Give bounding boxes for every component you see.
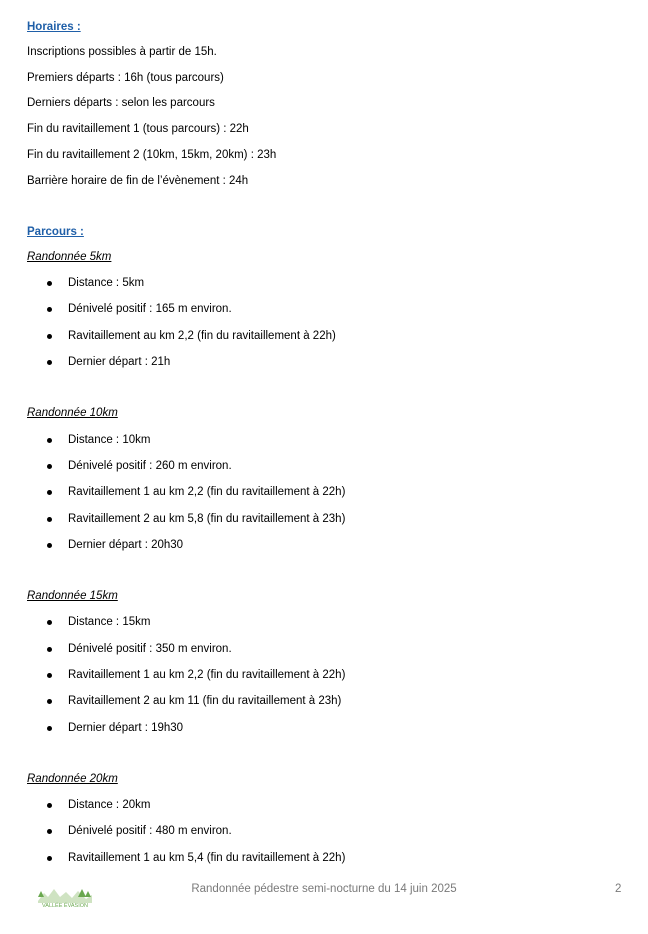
- bullet-icon: [47, 334, 52, 339]
- page-number: 2: [615, 883, 622, 895]
- bullet-icon: [47, 281, 52, 286]
- parcours-heading: Parcours :: [27, 226, 84, 238]
- route-item: Dernier départ : 20h30: [68, 539, 184, 551]
- bullet-icon: [47, 803, 52, 808]
- bullet-icon: [47, 647, 52, 652]
- horaires-line: Fin du ravitaillement 1 (tous parcours) : 22h: [27, 123, 249, 135]
- route-item: Dénivelé positif : 260 m environ.: [68, 460, 232, 472]
- footer-title: Randonnée pédestre semi-nocturne du 14 juin 2025: [191, 883, 457, 895]
- horaires-line: Derniers départs : selon les parcours: [27, 97, 215, 109]
- route-title: Randonnée 20km: [27, 773, 118, 785]
- bullet-icon: [47, 829, 52, 834]
- route-item: Dernier départ : 21h: [68, 356, 171, 368]
- horaires-line: Premiers départs : 16h (tous parcours): [27, 72, 224, 84]
- route-item: Ravitaillement 1 au km 2,2 (fin du ravitaillement à 22h): [68, 669, 346, 681]
- bullet-icon: [47, 620, 52, 625]
- route-item: Dénivelé positif : 480 m environ.: [68, 825, 232, 837]
- bullet-icon: [47, 464, 52, 469]
- bullet-icon: [47, 699, 52, 704]
- route-item: Distance : 20km: [68, 799, 151, 811]
- route-item: Ravitaillement au km 2,2 (fin du ravitaillement à 22h): [68, 330, 336, 342]
- route-title: Randonnée 10km: [27, 407, 118, 419]
- bullet-icon: [47, 856, 52, 861]
- bullet-icon: [47, 673, 52, 678]
- bullet-icon: [47, 517, 52, 522]
- horaires-line: Inscriptions possibles à partir de 15h.: [27, 46, 217, 58]
- route-item: Distance : 15km: [68, 616, 151, 628]
- route-item: Distance : 10km: [68, 434, 151, 446]
- bullet-icon: [47, 543, 52, 548]
- bullet-icon: [47, 360, 52, 365]
- route-item: Dénivelé positif : 350 m environ.: [68, 643, 232, 655]
- route-item: Distance : 5km: [68, 277, 145, 289]
- route-title: Randonnée 15km: [27, 590, 118, 602]
- horaires-line: Fin du ravitaillement 2 (10km, 15km, 20km) : 23h: [27, 149, 277, 161]
- route-title: Randonnée 5km: [27, 251, 112, 263]
- route-item: Ravitaillement 2 au km 11 (fin du ravitaillement à 23h): [68, 695, 342, 707]
- bullet-icon: [47, 490, 52, 495]
- bullet-icon: [47, 307, 52, 312]
- route-item: Dénivelé positif : 165 m environ.: [68, 303, 232, 315]
- route-item: Ravitaillement 1 au km 5,4 (fin du ravitaillement à 22h): [68, 852, 346, 864]
- route-item: Dernier départ : 19h30: [68, 722, 184, 734]
- horaires-line: Barrière horaire de fin de l’évènement : 24h: [27, 175, 249, 187]
- route-item: Ravitaillement 1 au km 2,2 (fin du ravitaillement à 22h): [68, 486, 346, 498]
- route-item: Ravitaillement 2 au km 5,8 (fin du ravitaillement à 23h): [68, 513, 346, 525]
- logo-text: VALLÉE ÉVASION: [42, 903, 88, 909]
- bullet-icon: [47, 438, 52, 443]
- horaires-heading: Horaires :: [27, 21, 81, 33]
- bullet-icon: [47, 726, 52, 731]
